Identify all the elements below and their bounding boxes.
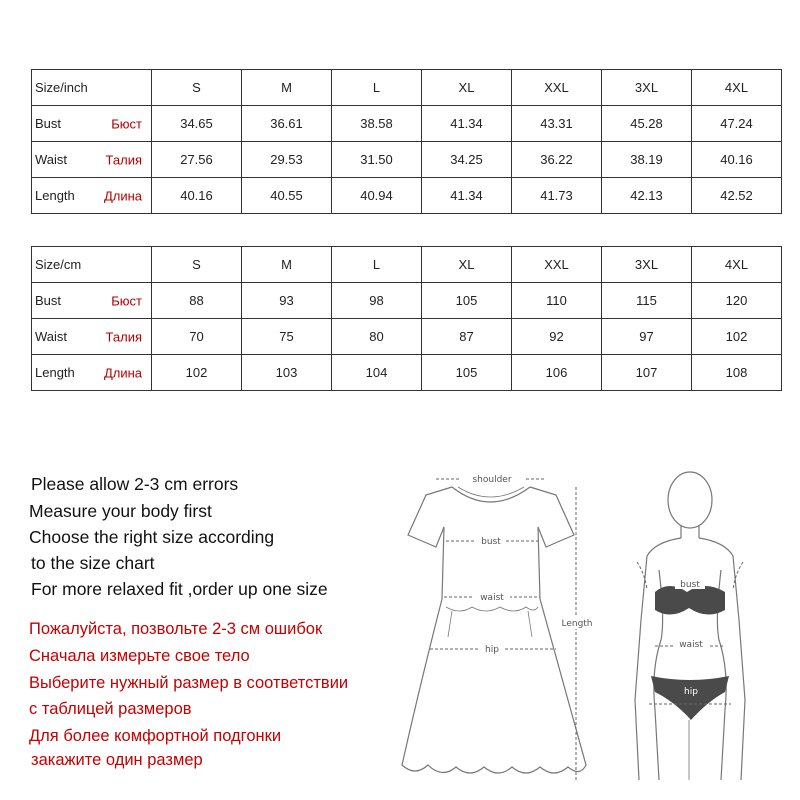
left-body-outline [635,538,681,780]
row-label [32,178,152,214]
table-cell: 41.34 [422,106,512,142]
table-cell: 40.94 [332,178,422,214]
table-cell: 92 [512,319,602,355]
table-cell: 102 [152,355,242,391]
header-size-m: M [242,70,332,106]
row-label-en: Length [35,365,75,380]
header-label: Size/inch [32,70,152,106]
table-cell: 97 [602,319,692,355]
note-en-5: For more relaxed fit ,order up one size [31,579,328,599]
table-cell: 41.73 [512,178,602,214]
table-cell: 43.31 [512,106,602,142]
note-en-2: Measure your body first [29,501,212,521]
table-row [32,283,782,319]
table-cell: 45.28 [602,106,692,142]
table-cell: 108 [692,355,782,391]
table-cell: 27.56 [152,142,242,178]
table-row [32,319,782,355]
note-ru-4: с таблицей размеров [29,700,192,718]
header-size-l: L [332,70,422,106]
table-cell: 34.65 [152,106,242,142]
header-size-4xl: 4XL [692,70,782,106]
table-cell: 107 [602,355,692,391]
header-size-s: S [152,70,242,106]
table-row [32,142,782,178]
header-size-3xl: 3XL [602,70,692,106]
note-en-4: to the size chart [31,553,155,573]
row-label-ru: Длина [103,188,142,203]
table-cell: 75 [242,319,332,355]
bust-band [655,586,725,615]
table-header-row [32,70,782,106]
dress-right-sleeve [530,487,574,547]
table-cell: 41.34 [422,178,512,214]
head-outline [668,472,712,528]
table-cell: 102 [692,319,782,355]
note-ru-1: Пожалуйста, позвольте 2-3 см ошибок [29,620,323,638]
size-table-inch [31,69,782,214]
table-row [32,106,782,142]
row-label [32,355,152,391]
row-label-en: Bust [35,116,62,131]
row-label-en: Bust [35,293,62,308]
body-label-hip: hip [684,687,698,697]
table-cell: 106 [512,355,602,391]
table-cell: 70 [152,319,242,355]
dress-label-waist: waist [480,593,504,603]
table-row [32,178,782,214]
row-label-en: Length [35,188,75,203]
header-size-l: L [332,247,422,283]
table-cell: 98 [332,283,422,319]
note-ru-5: Для более комфортной подгонки [29,727,282,745]
table-cell: 38.19 [602,142,692,178]
table-cell: 34.25 [422,142,512,178]
header-size-xl: XL [422,70,512,106]
table-row [32,355,782,391]
row-label-ru: Бюст [111,116,142,131]
row-label [32,142,152,178]
dress-label-length: Length [561,619,593,629]
table-cell: 105 [422,283,512,319]
dress-left-sleeve [408,487,452,547]
table-cell: 36.61 [242,106,332,142]
hip-band [651,676,729,720]
table-cell: 88 [152,283,242,319]
header-size-s: S [152,247,242,283]
row-label-en: Waist [35,329,68,344]
table-cell: 38.58 [332,106,422,142]
row-label [32,106,152,142]
row-label-en: Waist [35,152,68,167]
table-cell: 36.22 [512,142,602,178]
table-cell: 93 [242,283,332,319]
header-size-3xl: 3XL [602,247,692,283]
table-cell: 40.16 [692,142,782,178]
table-header-row [32,247,782,283]
note-ru-3: Выберите нужный размер в соответствии [29,674,349,692]
note-ru-6: закажите один размер [31,751,203,769]
table-cell: 120 [692,283,782,319]
header-size-m: M [242,247,332,283]
right-body-outline [699,538,745,780]
dress-diagram [400,465,600,795]
note-en-1: Please allow 2-3 cm errors [31,474,239,494]
row-label-ru: Талия [105,329,142,344]
dress-label-shoulder: shoulder [472,475,512,485]
header-size-4xl: 4XL [692,247,782,283]
table-cell: 104 [332,355,422,391]
header-label: Size/cm [32,247,152,283]
table-cell: 105 [422,355,512,391]
note-ru-2: Сначала измерьте свое тело [29,647,250,665]
body-label-waist: waist [679,640,703,650]
header-size-xxl: XXL [512,70,602,106]
table-cell: 31.50 [332,142,422,178]
body-label-bust: bust [680,580,700,590]
table-cell: 80 [332,319,422,355]
dress-label-bust: bust [481,537,501,547]
dress-neckline [452,487,530,502]
table-cell: 47.24 [692,106,782,142]
body-diagram [625,470,755,795]
row-label [32,283,152,319]
dress-label-hip: hip [485,645,499,655]
row-label-ru: Бюст [111,293,142,308]
table-cell: 87 [422,319,512,355]
table-cell: 29.53 [242,142,332,178]
table-cell: 40.55 [242,178,332,214]
table-cell: 42.52 [692,178,782,214]
table-cell: 103 [242,355,332,391]
table-cell: 42.13 [602,178,692,214]
table-cell: 110 [512,283,602,319]
row-label [32,319,152,355]
header-size-xxl: XXL [512,247,602,283]
row-label-ru: Талия [105,152,142,167]
table-cell: 40.16 [152,178,242,214]
row-label-ru: Длина [103,365,142,380]
note-en-3: Choose the right size according [29,527,275,547]
table-cell: 115 [602,283,692,319]
header-size-xl: XL [422,247,512,283]
size-table-cm [31,246,782,391]
dress-skirt [402,599,586,773]
